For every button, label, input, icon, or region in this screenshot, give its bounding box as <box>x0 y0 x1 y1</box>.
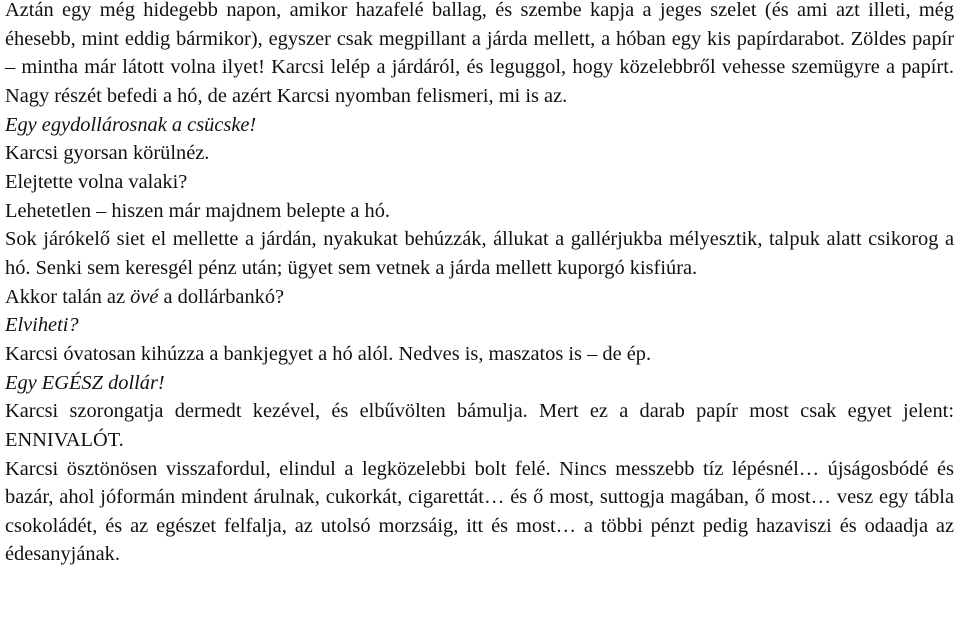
paragraph-7 <box>5 283 954 312</box>
paragraph-8: Elviheti? <box>5 314 79 337</box>
paragraph-4: Elejtette volna valaki? <box>5 170 188 193</box>
paragraph-6: Sok járókelő siet el mellette a járdán, nyakukat behúzzák, állukat a gallérjukba mélyesztik, talpuk alatt csikorog a hó. Senki sem keresgél pénz után; ügyet sem vetnek a járda mellett kuporgó kisfiúra. <box>5 228 954 279</box>
paragraph-7-emphasis: övé <box>130 285 159 308</box>
paragraph-5: Lehetetlen – hiszen már majdnem belepte a hó. <box>5 199 391 222</box>
paragraph-7-start: Akkor talán az <box>5 285 131 308</box>
paragraph-2: Egy egydollárosnak a csücske! <box>5 113 257 136</box>
paragraph-9: Karcsi óvatosan kihúzza a bankjegyet a hó alól. Nedves is, maszatos is – de ép. <box>5 342 652 365</box>
paragraph-10: Egy EGÉSZ dollár! <box>5 371 165 394</box>
paragraph-1: Aztán egy még hidegebb napon, amikor hazafelé ballag, és szembe kapja a jeges szelet (és ami azt illeti, még éhesebb, mint eddig bármikor), egyszer csak megpillant a járda mellett, a hóban egy kis papírdarabot. Zöldes papír – mintha már látott volna ilyet! Karcsi lelép a járdáról, és leguggol, hogy közelebbről vehesse szemügyre a papírt. Nagy részét befedi a hó, de azért Karcsi nyomban felismeri, mi is az. <box>5 0 954 107</box>
paragraph-3: Karcsi gyorsan körülnéz. <box>5 142 210 165</box>
paragraph-12: Karcsi ösztönösen visszafordul, elindul a legközelebbi bolt felé. Nincs messzebb tíz lépésnél… újságosbódé és bazár, ahol jóformán mindent árulnak, cukorkát, cigarettát… és ő most, suttogja magában, ő most… vesz egy tábla csokoládét, és az egészet felfalja, az utolsó morzsáig, itt és most… a többi pénzt pedig hazaviszi és odaadja az édesanyjának. <box>5 457 954 566</box>
paragraph-7-end: a dollárbankó? <box>158 285 285 308</box>
paragraph-11: Karcsi szorongatja dermedt kezével, és elbűvölten bámulja. Mert ez a darab papír most csak egyet jelent: ENNIVALÓT. <box>5 400 954 451</box>
